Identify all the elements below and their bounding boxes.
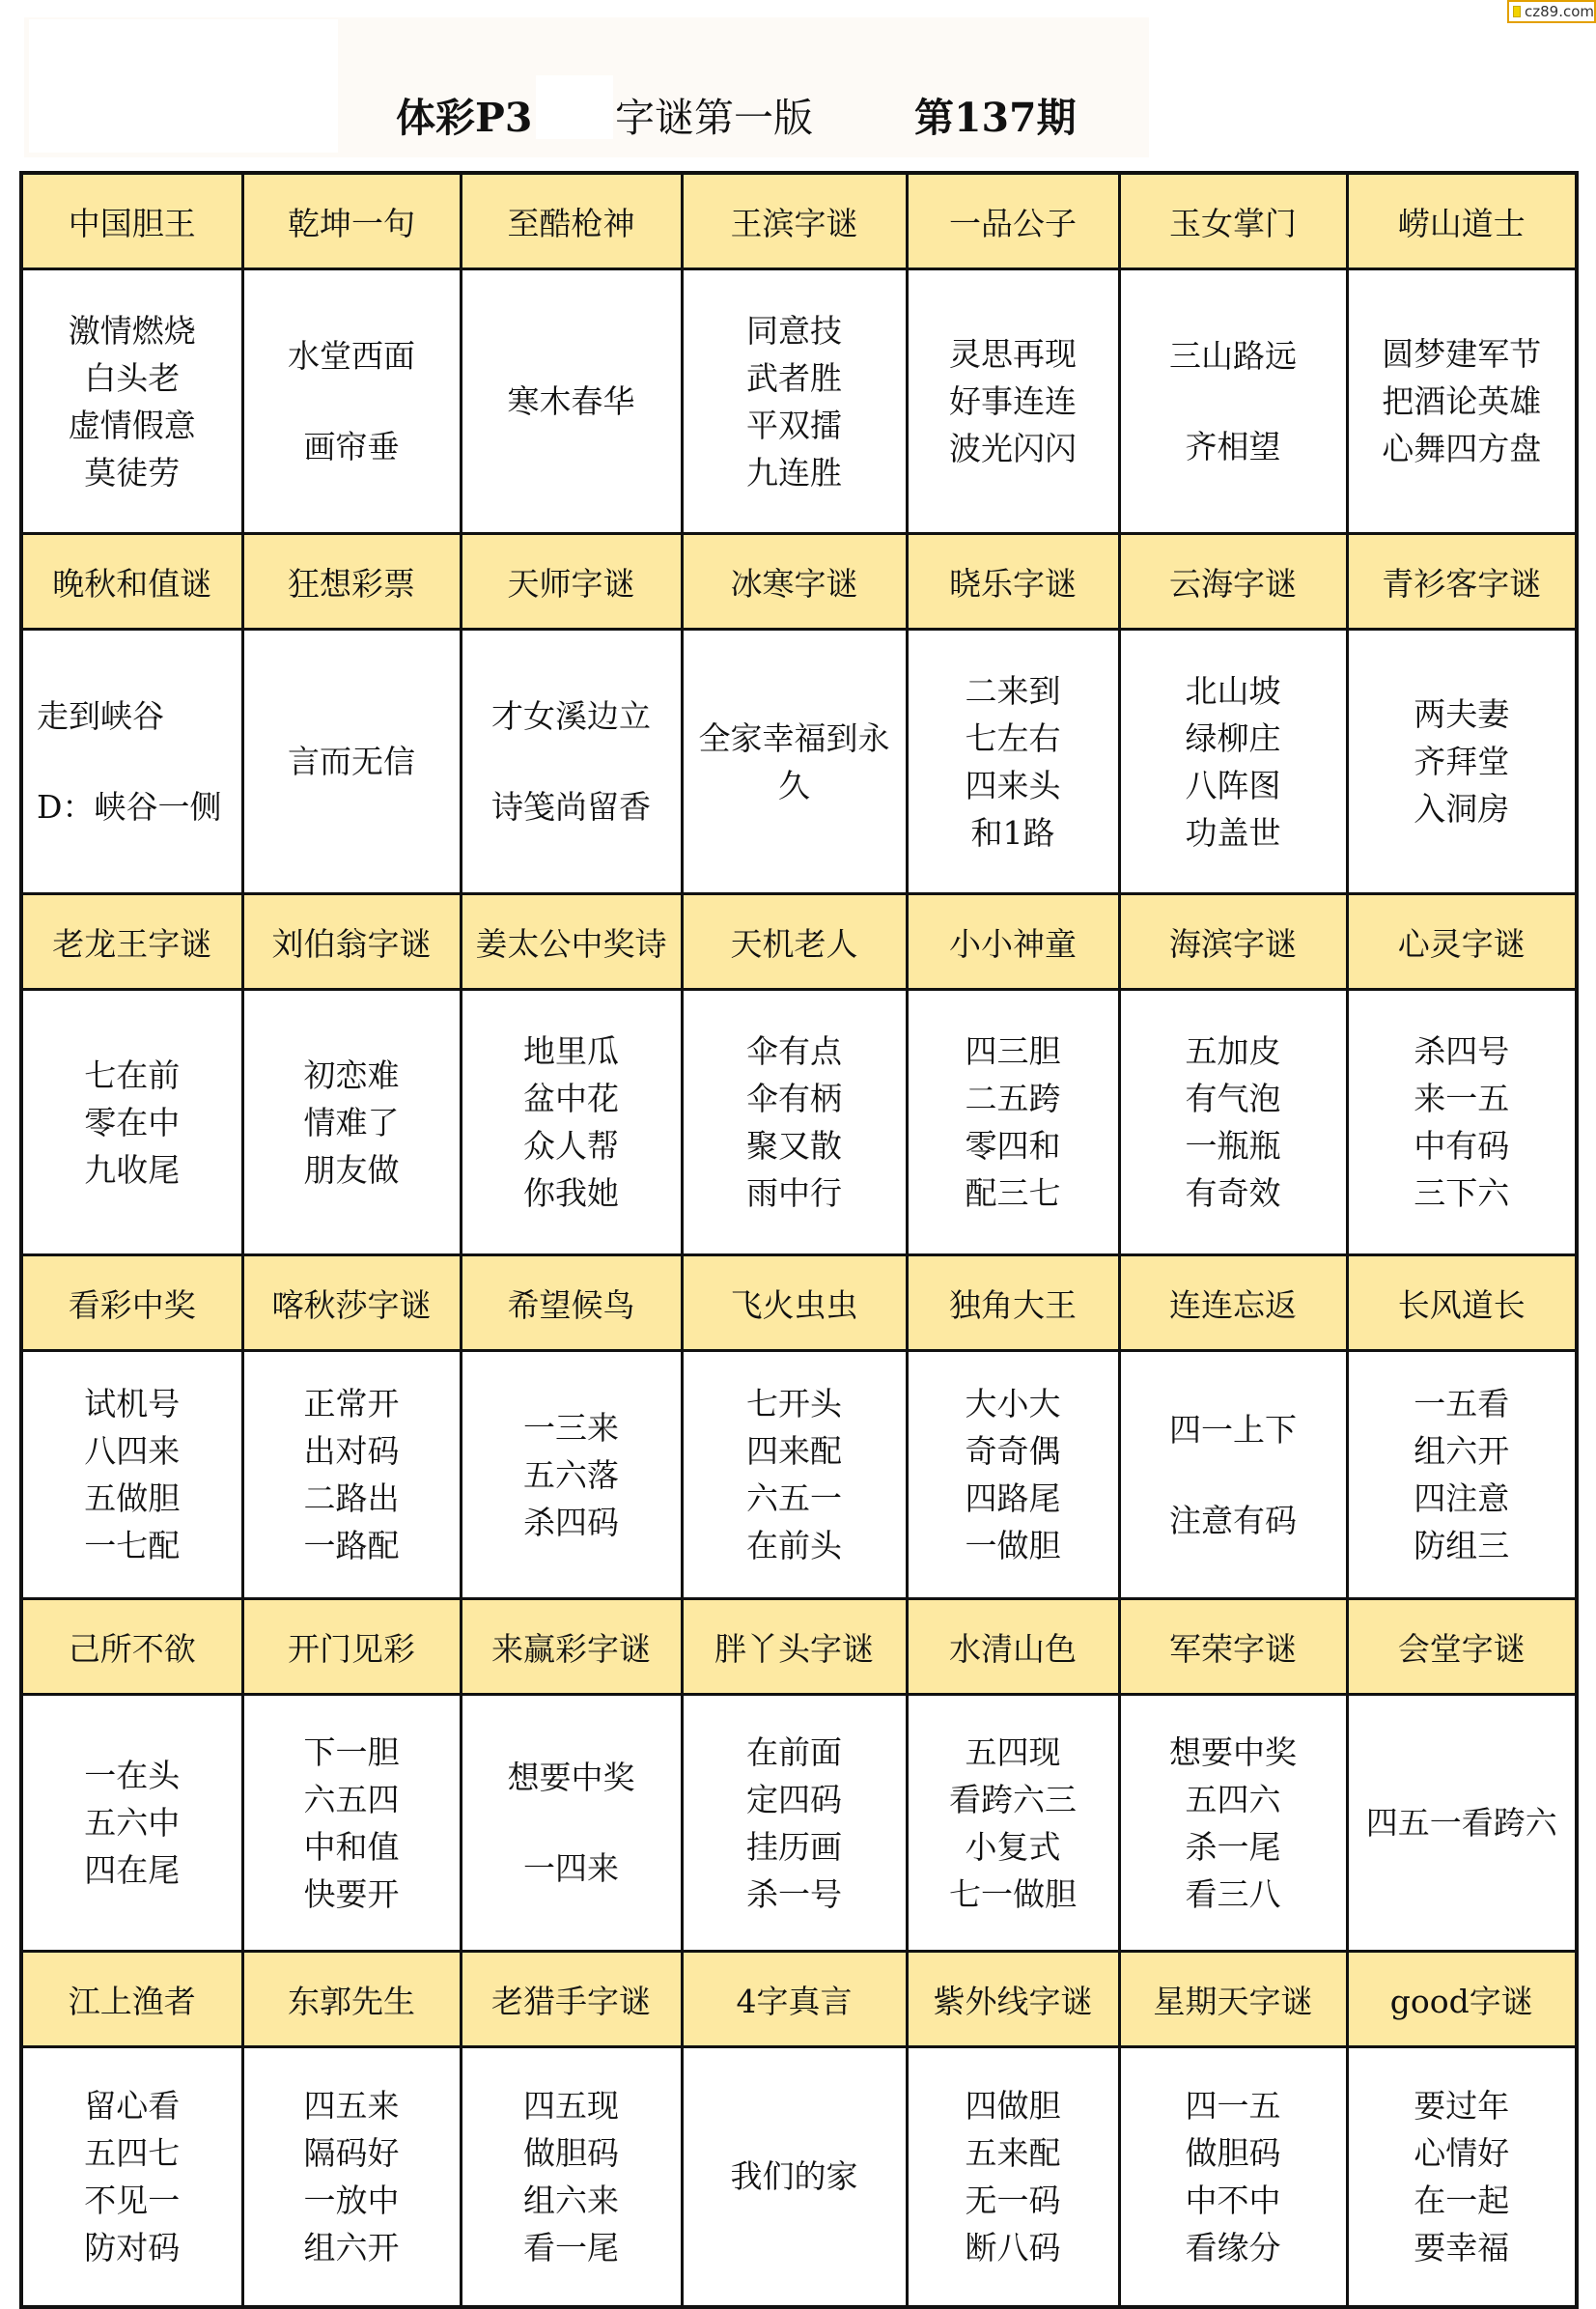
riddle-cell bbox=[1119, 1351, 1347, 1599]
riddle-cell bbox=[461, 2047, 682, 2307]
riddle-line: 五来配 bbox=[965, 2133, 1061, 2172]
riddle-line: 众人帮 bbox=[523, 1127, 619, 1165]
riddle-line: 诗笺尚留香 bbox=[491, 788, 651, 826]
riddle-line: 四三胆 bbox=[965, 1032, 1061, 1070]
column-header: 连连忘返 bbox=[1119, 1255, 1347, 1351]
riddle-line: 绿柳庄 bbox=[1185, 718, 1281, 757]
riddle-line: 四在尾 bbox=[84, 1851, 181, 1889]
content-row bbox=[21, 1351, 1577, 1599]
riddle-line: 情难了 bbox=[303, 1103, 400, 1141]
title-issue: 第137期 bbox=[914, 95, 1077, 141]
riddle-line: 四一五 bbox=[1185, 2086, 1281, 2125]
riddle-line: 三山路远 bbox=[1169, 337, 1297, 375]
riddle-line: 水堂西面 bbox=[288, 337, 415, 375]
riddle-cell bbox=[682, 1351, 907, 1599]
riddle-line: 不见一 bbox=[84, 2181, 181, 2219]
riddle-line: 五四七 bbox=[84, 2133, 181, 2172]
column-header: 4字真言 bbox=[682, 1952, 907, 2047]
riddle-line: 出对码 bbox=[303, 1432, 400, 1470]
riddle-line: 走到峡谷 bbox=[37, 697, 164, 735]
riddle-line: 四注意 bbox=[1414, 1479, 1510, 1517]
riddle-cell bbox=[907, 990, 1119, 1255]
riddle-line: 画帘垂 bbox=[303, 428, 400, 465]
riddle-cell bbox=[242, 1695, 461, 1952]
riddle-line: 圆梦建军节 bbox=[1382, 335, 1542, 373]
riddle-line: 五六落 bbox=[523, 1455, 619, 1494]
riddle-cell bbox=[1119, 269, 1347, 534]
riddle-line: 武者胜 bbox=[746, 358, 842, 397]
riddle-line: 杀四号 bbox=[1414, 1032, 1510, 1070]
riddle-line bbox=[1121, 1453, 1346, 1497]
riddle-line: 想要中奖 bbox=[507, 1759, 635, 1796]
riddle-line bbox=[462, 1801, 681, 1844]
riddle-cell bbox=[1119, 990, 1347, 1255]
riddle-line: 组六开 bbox=[303, 2228, 400, 2267]
riddle-line: 大小大 bbox=[965, 1385, 1061, 1422]
riddle-line: 五四六 bbox=[1185, 1780, 1281, 1818]
riddle-cell bbox=[907, 1351, 1119, 1599]
riddle-line: 杀一号 bbox=[746, 1874, 842, 1913]
riddle-line: 有奇效 bbox=[1185, 1174, 1281, 1212]
column-header: 姜太公中奖诗 bbox=[461, 894, 682, 990]
riddle-line: 两夫妻 bbox=[1414, 695, 1510, 733]
riddle-line: 一七配 bbox=[84, 1527, 181, 1564]
column-header: 胖丫头字谜 bbox=[682, 1599, 907, 1695]
column-header: 天机老人 bbox=[682, 894, 907, 990]
riddle-line: 四来配 bbox=[746, 1432, 842, 1470]
riddle-cell bbox=[461, 269, 682, 534]
riddle-line: 四路尾 bbox=[965, 1479, 1061, 1517]
riddle-line: 要幸福 bbox=[1414, 2228, 1510, 2267]
column-header: 东郭先生 bbox=[242, 1952, 461, 2047]
column-header: 云海字谜 bbox=[1119, 534, 1347, 630]
riddle-line: 三下六 bbox=[1414, 1174, 1510, 1212]
riddle-line: 雨中行 bbox=[746, 1174, 842, 1212]
riddle-line: 注意有码 bbox=[1169, 1501, 1297, 1539]
riddle-cell bbox=[242, 2047, 461, 2307]
column-header: 老龙王字谜 bbox=[21, 894, 242, 990]
riddle-cell bbox=[1347, 1695, 1577, 1952]
riddle-line: 北山坡 bbox=[1185, 671, 1281, 710]
riddle-line: 四五现 bbox=[523, 2086, 619, 2125]
riddle-line bbox=[244, 380, 460, 423]
riddle-line: 九收尾 bbox=[84, 1150, 181, 1189]
riddle-table bbox=[19, 171, 1579, 2309]
riddle-line: 把酒论英雄 bbox=[1382, 382, 1542, 420]
riddle-cell bbox=[21, 630, 242, 894]
column-header: 看彩中奖 bbox=[21, 1255, 242, 1351]
riddle-line: 心舞四方盘 bbox=[1382, 430, 1542, 467]
riddle-cell bbox=[461, 990, 682, 1255]
title-lottery: 体彩P3 bbox=[396, 95, 533, 141]
riddle-line: 言而无信 bbox=[288, 743, 415, 780]
riddle-line: 伞有点 bbox=[746, 1032, 842, 1070]
column-header: 军荣字谜 bbox=[1119, 1599, 1347, 1695]
riddle-line: 灵思再现 bbox=[949, 335, 1077, 373]
riddle-line: 奇奇偶 bbox=[965, 1432, 1061, 1470]
content-row bbox=[21, 2047, 1577, 2307]
riddle-cell bbox=[1119, 2047, 1347, 2307]
column-header: 乾坤一句 bbox=[242, 173, 461, 269]
riddle-line: 二来到 bbox=[965, 671, 1061, 710]
column-header: 晓乐字谜 bbox=[907, 534, 1119, 630]
riddle-cell bbox=[242, 269, 461, 534]
riddle-line: 杀四码 bbox=[523, 1503, 619, 1541]
riddle-line: 九连胜 bbox=[746, 453, 842, 492]
column-header: 飞火虫虫 bbox=[682, 1255, 907, 1351]
riddle-line: 有气泡 bbox=[1185, 1080, 1281, 1117]
riddle-cell bbox=[21, 990, 242, 1255]
riddle-line: 莫徒劳 bbox=[84, 453, 181, 492]
riddle-line: 五六中 bbox=[84, 1804, 181, 1842]
riddle-line: 杀一尾 bbox=[1185, 1827, 1281, 1866]
riddle-line: 一路配 bbox=[303, 1527, 400, 1564]
content-row bbox=[21, 630, 1577, 894]
riddle-line: 看跨六三 bbox=[949, 1780, 1077, 1818]
site-logo-icon bbox=[1513, 6, 1521, 17]
riddle-line: 看三八 bbox=[1185, 1874, 1281, 1913]
riddle-line: 一五看 bbox=[1414, 1385, 1510, 1422]
riddle-line: 中有码 bbox=[1414, 1127, 1510, 1165]
column-header: 天师字谜 bbox=[461, 534, 682, 630]
riddle-line: 我们的家 bbox=[730, 2157, 858, 2196]
column-header: 心灵字谜 bbox=[1347, 894, 1577, 990]
riddle-line: 全家幸福到永 bbox=[698, 718, 890, 757]
riddle-line: 一做胆 bbox=[965, 1527, 1061, 1564]
riddle-cell bbox=[21, 269, 242, 534]
column-header: 己所不欲 bbox=[21, 1599, 242, 1695]
riddle-line bbox=[1121, 380, 1346, 423]
riddle-line: 小复式 bbox=[965, 1827, 1061, 1866]
header-row bbox=[21, 1599, 1577, 1695]
riddle-line: 平双擂 bbox=[746, 406, 842, 444]
column-header: 紫外线字谜 bbox=[907, 1952, 1119, 2047]
header-row bbox=[21, 534, 1577, 630]
riddle-cell bbox=[1347, 269, 1577, 534]
column-header: 独角大王 bbox=[907, 1255, 1119, 1351]
riddle-line: 七在前 bbox=[84, 1056, 181, 1094]
riddle-line: 防组三 bbox=[1414, 1527, 1510, 1564]
column-header: 狂想彩票 bbox=[242, 534, 461, 630]
site-badge[interactable] bbox=[1507, 0, 1596, 23]
riddle-line: 快要开 bbox=[303, 1874, 400, 1913]
riddle-line: 功盖世 bbox=[1185, 813, 1281, 852]
riddle-line: 齐相望 bbox=[1185, 428, 1281, 465]
riddle-cell bbox=[907, 1695, 1119, 1952]
riddle-line: 四五一看跨六 bbox=[1365, 1804, 1557, 1842]
riddle-line: 要过年 bbox=[1414, 2086, 1510, 2125]
column-header: 崂山道士 bbox=[1347, 173, 1577, 269]
riddle-cell bbox=[682, 1695, 907, 1952]
riddle-cell bbox=[461, 1351, 682, 1599]
content-row bbox=[21, 990, 1577, 1255]
riddle-line: 防对码 bbox=[84, 2228, 181, 2267]
riddle-line: 好事连连 bbox=[949, 382, 1077, 420]
riddle-line: 虚情假意 bbox=[68, 406, 196, 444]
riddle-line: 伞有柄 bbox=[746, 1080, 842, 1117]
riddle-line: 八阵图 bbox=[1185, 766, 1281, 804]
riddle-line: 同意技 bbox=[746, 311, 842, 350]
header-row bbox=[21, 1952, 1577, 2047]
riddle-cell bbox=[907, 269, 1119, 534]
column-header: 一品公子 bbox=[907, 173, 1119, 269]
riddle-line: 聚又散 bbox=[746, 1127, 842, 1165]
header-row bbox=[21, 173, 1577, 269]
riddle-line bbox=[462, 740, 681, 783]
riddle-line: 一四来 bbox=[523, 1849, 619, 1887]
riddle-line: 五做胆 bbox=[84, 1479, 181, 1517]
riddle-cell bbox=[1347, 630, 1577, 894]
column-header: 长风道长 bbox=[1347, 1255, 1577, 1351]
riddle-line: 看一尾 bbox=[523, 2228, 619, 2267]
riddle-cell bbox=[21, 1695, 242, 1952]
column-header: 刘伯翁字谜 bbox=[242, 894, 461, 990]
riddle-line: 四一上下 bbox=[1169, 1410, 1297, 1449]
column-header: 希望候鸟 bbox=[461, 1255, 682, 1351]
riddle-line: 五四现 bbox=[965, 1732, 1061, 1771]
riddle-line: 组六开 bbox=[1414, 1432, 1510, 1470]
riddle-line: 隔码好 bbox=[303, 2133, 400, 2172]
column-header: 来赢彩字谜 bbox=[461, 1599, 682, 1695]
riddle-line: 做胆码 bbox=[523, 2133, 619, 2172]
riddle-line: 来一五 bbox=[1414, 1080, 1510, 1117]
riddle-line: 在前头 bbox=[746, 1527, 842, 1564]
riddle-line: 和1路 bbox=[970, 813, 1055, 852]
column-header: 至酷枪神 bbox=[461, 173, 682, 269]
riddle-cell bbox=[682, 990, 907, 1255]
riddle-line: 六五四 bbox=[303, 1780, 400, 1818]
riddle-line: 入洞房 bbox=[1414, 790, 1510, 828]
column-header: 水清山色 bbox=[907, 1599, 1119, 1695]
column-header: 冰寒字谜 bbox=[682, 534, 907, 630]
content-row bbox=[21, 269, 1577, 534]
header-blank-area-2 bbox=[536, 75, 613, 139]
column-header: 会堂字谜 bbox=[1347, 1599, 1577, 1695]
riddle-cell bbox=[907, 630, 1119, 894]
riddle-line: 激情燃烧 bbox=[68, 311, 196, 350]
riddle-cell bbox=[242, 1351, 461, 1599]
riddle-line: 中和值 bbox=[303, 1827, 400, 1866]
riddle-line: 五加皮 bbox=[1185, 1032, 1281, 1070]
riddle-line: 留心看 bbox=[84, 2086, 181, 2125]
riddle-cell bbox=[21, 1351, 242, 1599]
riddle-line: 二五跨 bbox=[965, 1080, 1061, 1117]
riddle-line: 六五一 bbox=[746, 1479, 842, 1517]
riddle-line: 七开头 bbox=[746, 1385, 842, 1422]
riddle-line: 中不中 bbox=[1185, 2181, 1281, 2219]
riddle-cell bbox=[242, 990, 461, 1255]
riddle-line: 初恋难 bbox=[303, 1056, 400, 1094]
riddle-line: 零在中 bbox=[84, 1103, 181, 1141]
riddle-line: 下一胆 bbox=[303, 1732, 400, 1771]
riddle-cell bbox=[1347, 990, 1577, 1255]
riddle-line: 一在头 bbox=[84, 1757, 181, 1794]
riddle-line: 盆中花 bbox=[523, 1080, 619, 1117]
riddle-cell bbox=[1347, 2047, 1577, 2307]
content-row bbox=[21, 1695, 1577, 1952]
riddle-line: 才女溪边立 bbox=[491, 697, 651, 735]
riddle-line: 试机号 bbox=[84, 1385, 181, 1422]
column-header: 老猎手字谜 bbox=[461, 1952, 682, 2047]
riddle-cell bbox=[242, 630, 461, 894]
riddle-line: 久 bbox=[778, 766, 810, 804]
riddle-line: 断八码 bbox=[965, 2228, 1061, 2267]
riddle-line: 四做胆 bbox=[965, 2086, 1061, 2125]
riddle-line: 白头老 bbox=[84, 358, 181, 397]
column-header: 玉女掌门 bbox=[1119, 173, 1347, 269]
riddle-line: 八四来 bbox=[84, 1432, 181, 1470]
riddle-cell bbox=[461, 1695, 682, 1952]
site-badge-text: cz89.com bbox=[1524, 3, 1594, 20]
riddle-line: 七一做胆 bbox=[949, 1874, 1077, 1913]
riddle-line: 寒木春华 bbox=[507, 382, 635, 420]
riddle-cell bbox=[907, 2047, 1119, 2307]
title-edition: 字谜第一版 bbox=[615, 95, 813, 141]
riddle-line: 想要中奖 bbox=[1169, 1732, 1297, 1771]
riddle-line: 配三七 bbox=[965, 1174, 1061, 1212]
riddle-line: 四五来 bbox=[303, 2086, 400, 2125]
riddle-cell bbox=[682, 630, 907, 894]
column-header: 开门见彩 bbox=[242, 1599, 461, 1695]
column-header: 江上渔者 bbox=[21, 1952, 242, 2047]
riddle-line: 一瓶瓶 bbox=[1185, 1127, 1281, 1165]
riddle-cell bbox=[21, 2047, 242, 2307]
riddle-line: 你我她 bbox=[523, 1174, 619, 1212]
column-header: 小小神童 bbox=[907, 894, 1119, 990]
riddle-line: 正常开 bbox=[303, 1385, 400, 1422]
column-header: 晚秋和值谜 bbox=[21, 534, 242, 630]
riddle-line: 零四和 bbox=[965, 1127, 1061, 1165]
riddle-line: 二路出 bbox=[303, 1479, 400, 1517]
riddle-line: 挂历画 bbox=[746, 1827, 842, 1866]
riddle-cell bbox=[1119, 1695, 1347, 1952]
header-row bbox=[21, 1255, 1577, 1351]
header-blank-area bbox=[29, 19, 338, 153]
column-header: 中国胆王 bbox=[21, 173, 242, 269]
column-header: good字谜 bbox=[1347, 1952, 1577, 2047]
riddle-line: 定四码 bbox=[746, 1780, 842, 1818]
riddle-cell bbox=[682, 2047, 907, 2307]
riddle-line: 一放中 bbox=[303, 2181, 400, 2219]
riddle-line: 在一起 bbox=[1414, 2181, 1510, 2219]
riddle-line: 齐拜堂 bbox=[1414, 743, 1510, 780]
column-header: 青衫客字谜 bbox=[1347, 534, 1577, 630]
riddle-line: 四来头 bbox=[965, 766, 1061, 804]
riddle-line: 做胆码 bbox=[1185, 2133, 1281, 2172]
riddle-cell bbox=[461, 630, 682, 894]
riddle-line: 地里瓜 bbox=[523, 1032, 619, 1070]
riddle-line bbox=[37, 740, 241, 783]
header-row bbox=[21, 894, 1577, 990]
riddle-line: D：峡谷一侧 bbox=[37, 788, 222, 826]
column-header: 星期天字谜 bbox=[1119, 1952, 1347, 2047]
riddle-line: 心情好 bbox=[1414, 2133, 1510, 2172]
riddle-line: 七左右 bbox=[965, 718, 1061, 757]
column-header: 喀秋莎字谜 bbox=[242, 1255, 461, 1351]
riddle-cell bbox=[1347, 1351, 1577, 1599]
riddle-line: 看缘分 bbox=[1185, 2228, 1281, 2267]
riddle-cell bbox=[1119, 630, 1347, 894]
column-header: 海滨字谜 bbox=[1119, 894, 1347, 990]
riddle-cell bbox=[682, 269, 907, 534]
riddle-line: 在前面 bbox=[746, 1732, 842, 1771]
riddle-line: 一三来 bbox=[523, 1408, 619, 1447]
riddle-line: 波光闪闪 bbox=[949, 430, 1077, 467]
column-header: 王滨字谜 bbox=[682, 173, 907, 269]
riddle-line: 组六来 bbox=[523, 2181, 619, 2219]
riddle-line: 无一码 bbox=[965, 2181, 1061, 2219]
riddle-line: 朋友做 bbox=[303, 1150, 400, 1189]
